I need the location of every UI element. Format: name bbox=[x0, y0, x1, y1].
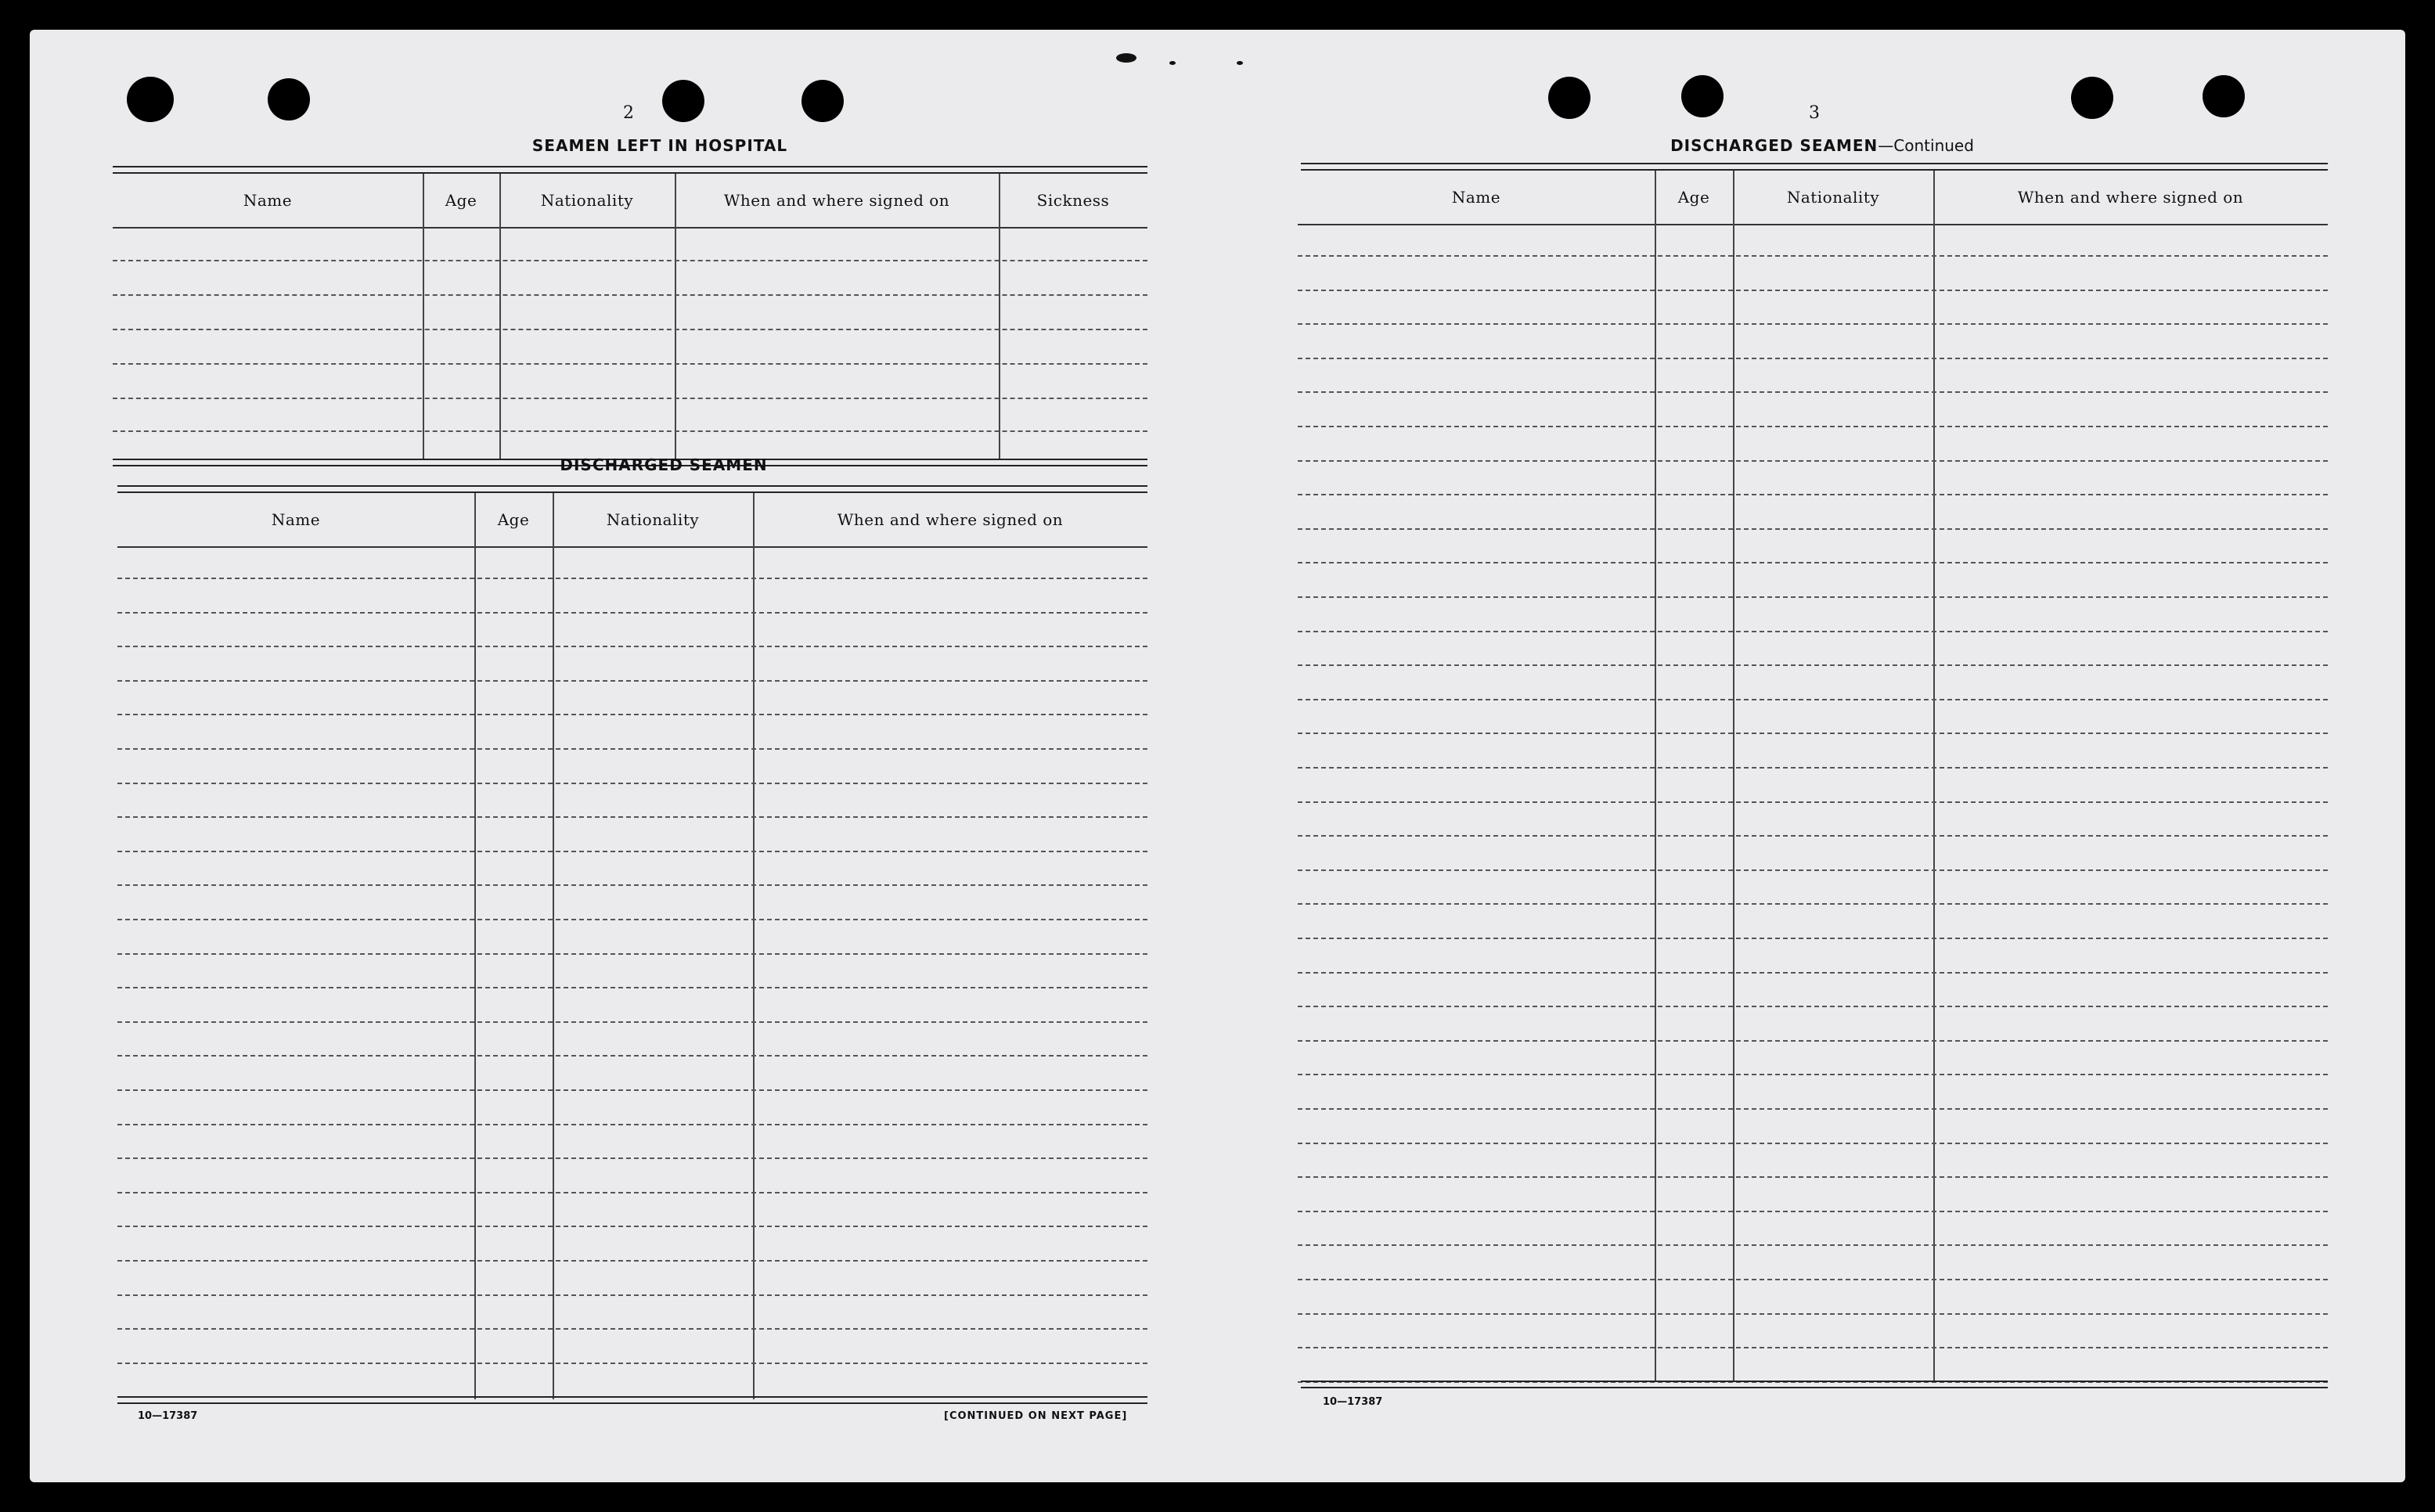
continued-note: [CONTINUED ON NEXT PAGE] bbox=[944, 1410, 1128, 1422]
table-row bbox=[1298, 290, 2328, 291]
discharged-col-signed-on: When and where signed on bbox=[837, 510, 1064, 529]
table-row bbox=[117, 578, 1147, 579]
hospital-section-title: SEAMEN LEFT IN HOSPITAL bbox=[531, 136, 788, 155]
hospital-col-signed-on: When and where signed on bbox=[723, 191, 950, 210]
column-divider bbox=[675, 174, 676, 460]
right-col-age: Age bbox=[1677, 188, 1710, 207]
table-row bbox=[117, 1328, 1147, 1330]
table-row bbox=[117, 1294, 1147, 1296]
column-divider bbox=[474, 493, 476, 1399]
form-code-right: 10—17387 bbox=[1323, 1396, 1383, 1408]
discharged-table bbox=[117, 493, 1147, 1399]
discharged-col-age: Age bbox=[497, 510, 530, 529]
table-row bbox=[1298, 938, 2328, 939]
column-divider bbox=[1655, 171, 1656, 1381]
discharged-section-title: DISCHARGED SEAMEN bbox=[560, 455, 768, 474]
table-row bbox=[1298, 562, 2328, 563]
table-row bbox=[1298, 664, 2328, 666]
discharged-bottom-rule bbox=[117, 1396, 1147, 1404]
ink-speck bbox=[1237, 61, 1243, 65]
table-row bbox=[117, 783, 1147, 784]
hospital-col-age: Age bbox=[445, 191, 477, 210]
table-row bbox=[1298, 1279, 2328, 1280]
table-row bbox=[1298, 1143, 2328, 1144]
ink-speck bbox=[1169, 61, 1176, 65]
right-col-signed-on: When and where signed on bbox=[2017, 188, 2244, 207]
table-row bbox=[1298, 494, 2328, 495]
table-row bbox=[117, 612, 1147, 614]
table-row bbox=[1298, 426, 2328, 427]
table-row bbox=[1298, 1244, 2328, 1246]
right-bottom-rule bbox=[1301, 1381, 2328, 1388]
title-suffix: —Continued bbox=[1878, 136, 1974, 155]
table-row bbox=[117, 1055, 1147, 1057]
hospital-col-name: Name bbox=[243, 191, 293, 210]
punch-hole bbox=[1681, 75, 1724, 117]
table-row bbox=[1298, 767, 2328, 769]
discharged-col-name: Name bbox=[271, 510, 321, 529]
column-divider bbox=[423, 174, 424, 460]
table-row bbox=[113, 430, 1147, 432]
column-divider bbox=[499, 174, 501, 460]
table-row bbox=[1298, 733, 2328, 734]
table-row bbox=[117, 646, 1147, 647]
table-row bbox=[117, 714, 1147, 715]
table-row bbox=[1298, 1211, 2328, 1212]
table-row bbox=[1298, 801, 2328, 803]
table-row bbox=[1298, 1347, 2328, 1348]
table-row bbox=[117, 1021, 1147, 1023]
punch-hole bbox=[127, 77, 174, 122]
right-top-rule bbox=[1301, 163, 2328, 171]
table-row bbox=[117, 851, 1147, 852]
table-row bbox=[113, 260, 1147, 261]
discharged-col-nationality: Nationality bbox=[606, 510, 700, 529]
table-row bbox=[1298, 1040, 2328, 1042]
table-row bbox=[117, 1124, 1147, 1125]
ink-speck bbox=[1116, 53, 1136, 63]
table-row bbox=[113, 398, 1147, 399]
form-code-left: 10—17387 bbox=[138, 1410, 198, 1422]
discharged-top-rule bbox=[117, 485, 1147, 493]
column-divider bbox=[553, 493, 554, 1399]
table-row bbox=[117, 748, 1147, 750]
table-row bbox=[1298, 358, 2328, 359]
table-row bbox=[1298, 1108, 2328, 1110]
table-row bbox=[117, 953, 1147, 955]
table-row bbox=[1298, 1176, 2328, 1178]
table-row bbox=[117, 1260, 1147, 1262]
page-number-right: 3 bbox=[1809, 103, 1820, 123]
hospital-top-rule bbox=[113, 166, 1147, 174]
table-row bbox=[117, 919, 1147, 920]
table-row bbox=[1298, 903, 2328, 905]
punch-hole bbox=[1548, 77, 1590, 119]
table-row bbox=[117, 1089, 1147, 1091]
right-col-name: Name bbox=[1451, 188, 1501, 207]
table-row bbox=[1298, 699, 2328, 700]
table-row bbox=[1298, 596, 2328, 598]
table-row bbox=[117, 884, 1147, 886]
table-row bbox=[1298, 835, 2328, 837]
hospital-col-nationality: Nationality bbox=[540, 191, 634, 210]
table-row bbox=[1298, 255, 2328, 257]
punch-hole bbox=[2203, 75, 2245, 117]
table-row bbox=[113, 363, 1147, 365]
table-row bbox=[1298, 1006, 2328, 1007]
table-row bbox=[1298, 460, 2328, 462]
title-main: DISCHARGED SEAMEN bbox=[1670, 136, 1878, 155]
column-divider bbox=[1733, 171, 1734, 1381]
table-row bbox=[117, 1192, 1147, 1193]
right-col-nationality: Nationality bbox=[1786, 188, 1880, 207]
punch-hole bbox=[268, 78, 310, 121]
discharged-continued-title bbox=[1564, 136, 2080, 155]
punch-hole bbox=[2071, 77, 2113, 119]
table-row bbox=[117, 1226, 1147, 1227]
table-row bbox=[1298, 528, 2328, 530]
table-row bbox=[117, 816, 1147, 818]
table-row bbox=[117, 1363, 1147, 1364]
document-sheet bbox=[30, 30, 2405, 1482]
table-row bbox=[117, 1157, 1147, 1159]
table-row bbox=[1298, 1074, 2328, 1075]
table-row bbox=[117, 987, 1147, 988]
table-row bbox=[1298, 1313, 2328, 1315]
column-divider bbox=[1933, 171, 1935, 1381]
hospital-col-sickness: Sickness bbox=[1036, 191, 1110, 210]
column-divider bbox=[753, 493, 755, 1399]
table-row bbox=[1298, 631, 2328, 632]
table-row bbox=[1298, 869, 2328, 871]
column-divider bbox=[999, 174, 1000, 460]
hospital-table bbox=[113, 174, 1147, 460]
page-number-left: 2 bbox=[623, 103, 634, 123]
table-row bbox=[113, 329, 1147, 330]
table-row bbox=[117, 680, 1147, 682]
punch-hole bbox=[662, 80, 704, 122]
table-row bbox=[1298, 323, 2328, 325]
table-row bbox=[1298, 972, 2328, 974]
table-row bbox=[113, 294, 1147, 296]
discharged-continued-table bbox=[1298, 171, 2328, 1381]
table-row bbox=[1298, 391, 2328, 393]
punch-hole bbox=[801, 80, 844, 122]
